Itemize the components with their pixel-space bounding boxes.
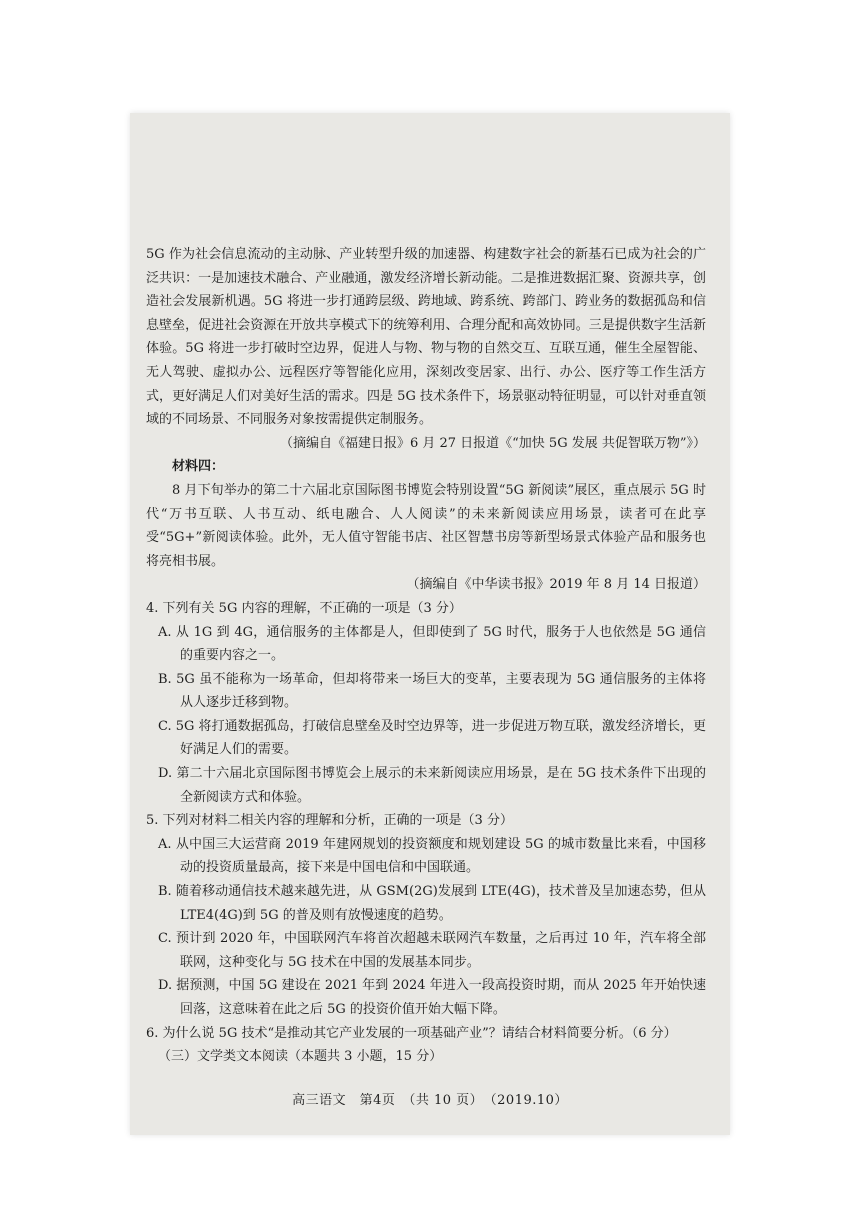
question-5-stem: 5. 下列对材料二相关内容的理解和分析，正确的一项是（3 分）	[146, 813, 513, 829]
section-3-heading: （三）文学类文本阅读（本题共 3 小题，15 分）	[158, 1049, 443, 1065]
question-5-option-c: C. 预计到 2020 年，中国联网汽车将首次超越未联网汽车数量，之后再过 10 年，汽车将全部联网，这种变化与 5G 技术在中国的发展基本同步。	[158, 931, 706, 970]
question-4-option-d: D. 第二十六届北京国际图书博览会上展示的未来新阅读应用场景，是在 5G 技术条件下出现的全新阅读方式和体验。	[158, 766, 706, 805]
question-4-option-a: A. 从 1G 到 4G，通信服务的主体都是人，但即使到了 5G 时代，服务于人也依然是 5G 通信的重要内容之一。	[158, 624, 706, 664]
question-5-option-b: B. 随着移动通信技术越来越先进，从 GSM(2G)发展到 LTE(4G)，技术普及呈加速态势，但从 LTE4(4G)到 5G 的普及则有放慢速度的趋势。	[158, 884, 706, 923]
question-4-stem: 4. 下列有关 5G 内容的理解，不正确的一项是（3 分）	[146, 600, 462, 616]
question-4-option-b: B. 5G 虽不能称为一场革命，但却将带来一场巨大的变革，主要表现为 5G 通信服务的主体将从人逐步迁移到物。	[158, 671, 706, 711]
question-5-option-a: A. 从中国三大运营商 2019 年建网规划的投资额度和规划建设 5G 的城市数量比来看，中国移动的投资质量最高，接下来是中国电信和中国联通。	[158, 836, 706, 876]
question-5-option-d: D. 据预测，中国 5G 建设在 2021 年到 2024 年进入一段高投资时期，而从 2025 年开始快速回落，这意味着在此之后 5G 的投资价值开始大幅下降。	[158, 978, 706, 1017]
page-content	[146, 243, 706, 1069]
page-footer: 高三语文 第4页 （共 10 页） （2019.10）	[292, 1093, 568, 1108]
source-citation-3: （摘编自《福建日报》6 月 27 日报道《“加快 5G 发展 共促智联万物”》）	[279, 435, 706, 451]
question-6: 6. 为什么说 5G 技术“是推动其它产业发展的一项基础产业”？请结合材料简要分析。（6 分）	[146, 1025, 677, 1041]
material-3-paragraph: 5G 作为社会信息流动的主动脉、产业转型升级的加速器、构建数字社会的新基石已成为社会的广泛共识：一是加速技术融合、产业融通，激发经济增长新动能。二是推进数据汇聚、资源共享，创造社会发展新机遇。5G 将进一步打通跨层级、跨地域、跨系统、跨部门、跨业务的数据孤岛和信息壁垒，促进社会资源在开放共享模式下的统筹利用、合理分配和高效协同。三是提供数字生活新体验。5G 将进一步打破时空边界，促进人与物、物与物的自然交互、互联互通，催生全屋智能、无人驾驶、虚拟办公、远程医疗等智能化应用，深刻改变居家、出行、办公、医疗等工作生活方式，更好满足人们对美好生活的需求。四是 5G 技术条件下，场景驱动特征明显，可以针对垂直领域的不同场景、不同服务对象按需提供定制服务。	[146, 247, 706, 428]
source-citation-4: （摘编自《中华读书报》2019 年 8 月 14 日报道）	[406, 577, 706, 593]
question-4-option-c: C. 5G 将打通数据孤岛，打破信息壁垒及时空边界等，进一步促进万物互联，激发经济增长，更好满足人们的需要。	[158, 718, 706, 758]
material-4-heading: 材料四：	[172, 459, 225, 475]
exam-page	[130, 113, 730, 1135]
material-4-paragraph: 8 月下旬举办的第二十六届北京国际图书博览会特别设置“5G 新阅读”展区，重点展示 5G 时代“万书互联、人书互动、纸电融合、人人阅读”的未来新阅读应用场景，读者可在此享受“5G+”新阅读体验。此外，无人值守智能书店、社区智慧书房等新型场景式体验产品和服务也将亮相书展。	[146, 482, 706, 569]
